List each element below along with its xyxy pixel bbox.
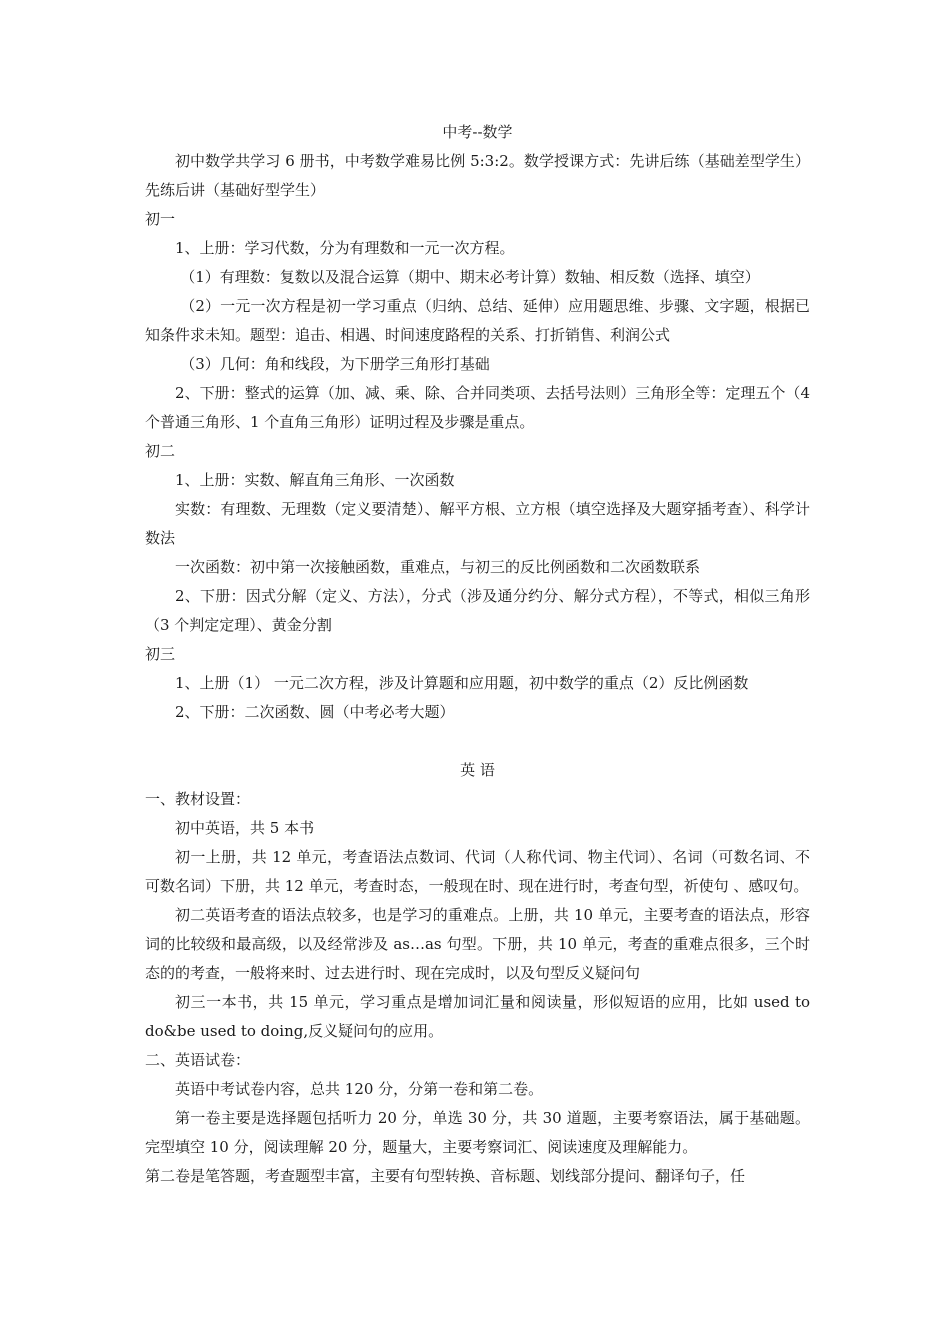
english-section1-p2: 初一上册，共 12 单元，考查语法点数词、代词（人称代词、物主代词）、名词（可数名词、不可数名词）下册，共 12 单元，考查时态，一般现在时、现在进行时，考查句型，祈使句 、感叹句。 bbox=[145, 848, 810, 895]
grade2-linear: 一次函数：初中第一次接触函数，重难点，与初三的反比例函数和二次函数联系 bbox=[175, 558, 701, 576]
grade2-item2: 2、下册：因式分解（定义、方法），分式（涉及通分约分、解分式方程），不等式，相似三角形（3 个判定定理）、黄金分割 bbox=[145, 587, 810, 634]
grade2-heading: 初二 bbox=[145, 442, 176, 460]
english-section1-p1: 初中英语，共 5 本书 bbox=[175, 819, 315, 837]
grade1-item2: 2、下册：整式的运算（加、减、乘、除、合并同类项、去括号法则）三角形全等：定理五个（4 个普通三角形、1 个直角三角形）证明过程及步骤是重点。 bbox=[145, 384, 810, 431]
grade1-sub2: （2）一元一次方程是初一学习重点（归纳、总结、延伸）应用题思维、步骤、文字题，根据已知条件求未知。题型：追击、相遇、时间速度路程的关系、打折销售、利润公式 bbox=[145, 297, 810, 344]
english-section1-heading: 一、教材设置： bbox=[145, 790, 251, 808]
english-section2-p1: 英语中考试卷内容，总共 120 分，分第一卷和第二卷。 bbox=[175, 1080, 544, 1098]
english-section2-p3: 第二卷是笔答题，考查题型丰富，主要有句型转换、音标题、划线部分提问、翻译句子，任 bbox=[145, 1167, 746, 1185]
grade3-item2: 2、下册：二次函数、圆（中考必考大题） bbox=[175, 703, 455, 721]
grade1-sub1: （1）有理数：复数以及混合运算（期中、期末必考计算）数轴、相反数（选择、填空） bbox=[180, 268, 760, 286]
document-page bbox=[145, 118, 810, 1191]
english-title: 英 语 bbox=[460, 761, 495, 779]
grade1-heading: 初一 bbox=[145, 210, 176, 228]
english-section1-p4: 初三一本书，共 15 单元，学习重点是增加词汇量和阅读量，形似短语的应用，比如 used to do&be used to doing,反义疑问句的应用。 bbox=[145, 993, 810, 1040]
grade1-item1: 1、上册：学习代数，分为有理数和一元一次方程。 bbox=[175, 239, 515, 257]
english-section2-heading: 二、英语试卷： bbox=[145, 1051, 251, 1069]
english-section1-p3: 初二英语考查的语法点较多，也是学习的重难点。上册，共 10 单元，主要考查的语法点，形容词的比较级和最高级，以及经常涉及 as…as 句型。下册，共 10 单元，考查的重难点很多，三个时态的的考查，一般将来时、过去进行时、现在完成时，以及句型反义疑问句 bbox=[145, 906, 810, 982]
grade1-sub3: （3）几何：角和线段，为下册学三角形打基础 bbox=[180, 355, 490, 373]
english-section2-p2: 第一卷主要是选择题包括听力 20 分，单选 30 分，共 30 道题，主要考察语法，属于基础题。完型填空 10 分，阅读理解 20 分，题量大，主要考察词汇、阅读速度及理解能力。 bbox=[145, 1109, 810, 1156]
grade2-real: 实数：有理数、无理数（定义要清楚）、解平方根、立方根（填空选择及大题穿插考查）、科学计数法 bbox=[145, 500, 810, 547]
grade3-heading: 初三 bbox=[145, 645, 176, 663]
math-title: 中考--数学 bbox=[442, 123, 513, 141]
grade3-item1: 1、上册（1） 一元二次方程，涉及计算题和应用题，初中数学的重点（2）反比例函数 bbox=[175, 674, 749, 692]
grade2-item1: 1、上册：实数、解直角三角形、一次函数 bbox=[175, 471, 455, 489]
math-intro: 初中数学共学习 6 册书，中考数学难易比例 5:3:2。数学授课方式：先讲后练（基础差型学生）先练后讲（基础好型学生） bbox=[145, 152, 810, 199]
section-gap bbox=[145, 727, 810, 756]
